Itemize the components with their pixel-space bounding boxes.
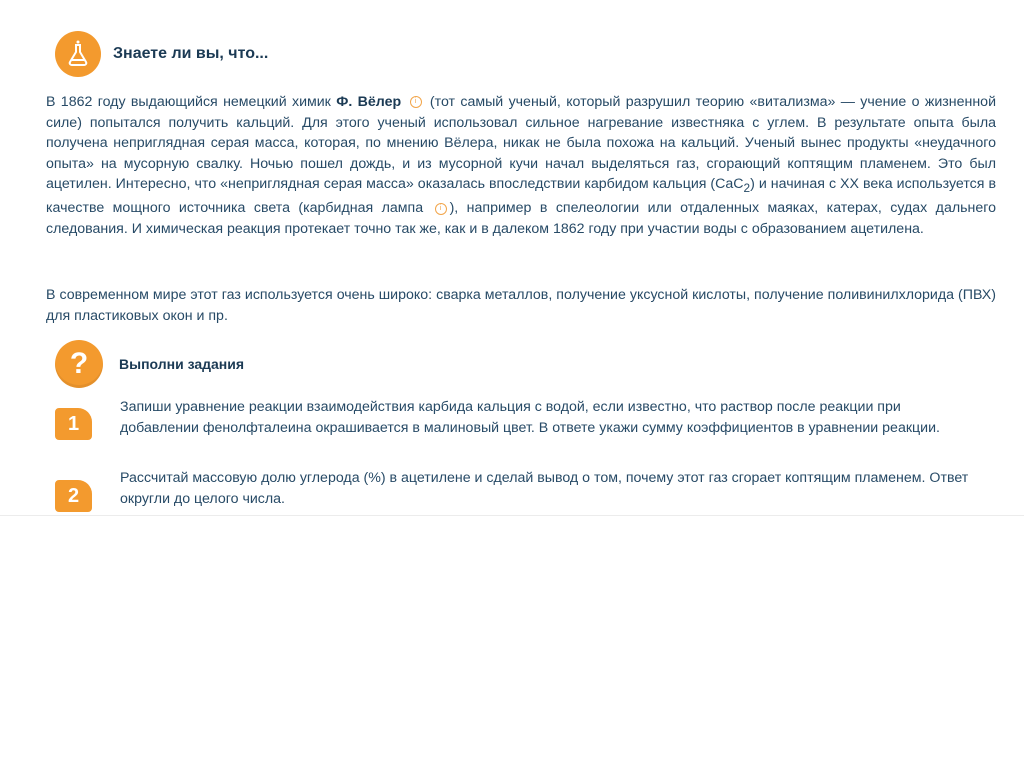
fact-icon-badge	[55, 31, 101, 77]
task-text: Запиши уравнение реакции взаимодействия карбида кальция с водой, если известно, что раствор после реакции при добавлении фенолфталеина окрашивается в малиновый цвет. В ответе укажи сумму коэффициентов в уравнении реакции.	[120, 399, 940, 436]
tasks-title: Выполни задания	[119, 356, 245, 372]
flask-icon	[63, 39, 93, 69]
tasks-header	[55, 340, 244, 388]
question-icon: ?	[55, 340, 103, 388]
fact-header	[55, 32, 268, 76]
task-number-badge: 1	[55, 408, 92, 440]
scientist-name: Ф. Вёлер	[336, 94, 402, 110]
fact-paragraph	[46, 92, 996, 239]
usage-paragraph: В современном мире этот газ используется очень широко: сварка металлов, получение уксусной кислоты, получение поливинилхлорида (ПВХ) для пластиковых окон и пр.	[46, 287, 996, 324]
fact-title: Знаете ли вы, что...	[113, 45, 269, 62]
paragraph-body: (тот самый ученый, который разрушил теорию «витализма» — учение о жизненной силе) попытался получить кальций. Для этого ученый использовал сильное нагревание известняка с углем. В результате опыта была получена неприглядная серая масса, которая, по мнению Вёлера, никак не была похожа на кальций. Ученый вынес продукты «неудачного опыта» на мусорную свалку. Ночью пошел дождь, и из мусорной кучи начал выделяться газ, сгорающий коптящим пламенем. Это был ацетилен. Интересно, что «неприглядная серая масса» оказалась впоследствии карбидом кальция (CaC	[46, 94, 996, 192]
formula-subscript: 2	[743, 180, 751, 195]
task-text: Рассчитай массовую долю углерода (%) в ацетилене и сделай вывод о том, почему этот газ сгорает коптящим пламенем. Ответ округли до целого числа.	[120, 470, 969, 507]
paragraph-body-2: ) и начиная с XX века используется в качестве мощного источника света (карбидная лампа	[46, 176, 996, 217]
paragraph-intro: В 1862 году выдающийся немецкий химик	[46, 94, 337, 110]
task-number-badge: 2	[55, 480, 92, 512]
info-icon[interactable]: i	[435, 203, 447, 215]
info-icon[interactable]: i	[410, 96, 422, 108]
blank-area	[0, 515, 1024, 768]
paragraph-end: ), например в спелеологии или отдаленных маяках, катерах, судах дальнего следования. И химическая реакция протекает точно так же, как и в далеком 1862 году при участии воды с образованием ацетилена.	[46, 200, 997, 237]
